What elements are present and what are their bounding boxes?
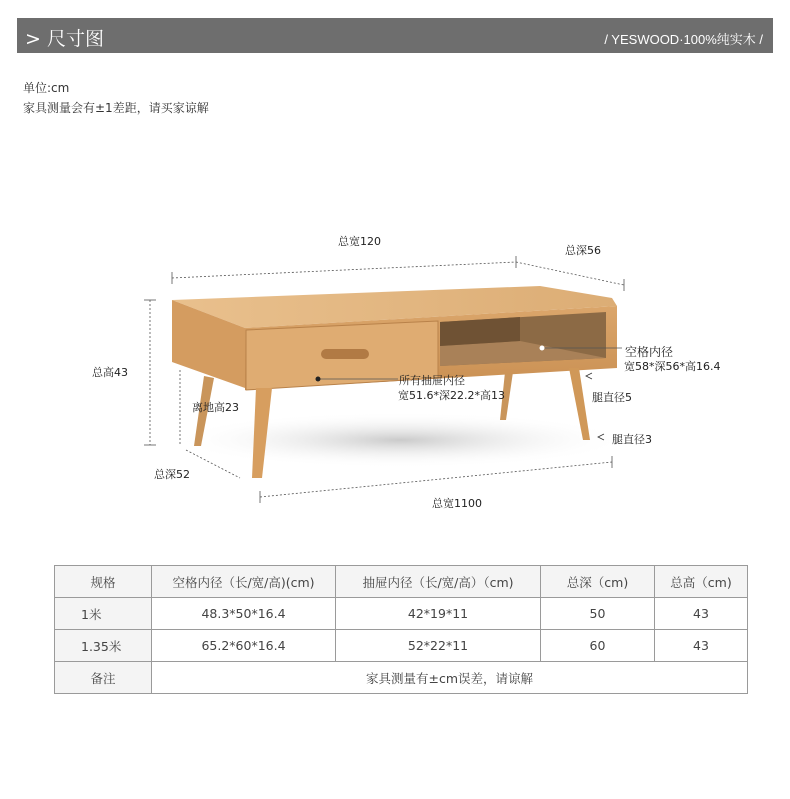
header-cell: 总深（cm) (541, 566, 655, 598)
table-cell: 50 (541, 598, 655, 630)
table-row (55, 598, 748, 630)
remark-label: 备注 (55, 662, 152, 694)
table-row (55, 630, 748, 662)
table-cell: 1米 (55, 598, 152, 630)
section-title: > 尺寸图 (25, 28, 104, 50)
table-cell: 60 (541, 630, 655, 662)
remark-text: 家具测量有±cm误差，请谅解 (152, 662, 748, 694)
header-cell: 总高（cm) (655, 566, 748, 598)
total-depth-top-label: 总深56 (565, 244, 601, 257)
brand-label: / YESWOOD·100%纯实木 / (604, 32, 763, 47)
table-cell: 43 (655, 598, 748, 630)
spec-table (54, 565, 748, 694)
header-cell: 空格内径（长/宽/高)(cm) (152, 566, 336, 598)
table-cell: 48.3*50*16.4 (152, 598, 336, 630)
total-width-top-label: 总宽120 (338, 235, 381, 248)
table-cell: 43 (655, 630, 748, 662)
floor-shadow (170, 412, 630, 468)
total-depth-bottom-label: 总深52 (154, 468, 190, 481)
drawer-size: 宽51.6*深22.2*高13 (398, 389, 505, 402)
table-header-row (55, 566, 748, 598)
ground-clearance-label: 离地高23 (192, 401, 239, 414)
table-cell: 42*19*11 (336, 598, 541, 630)
tolerance-note: 家具测量会有±1差距，请买家谅解 (23, 101, 209, 115)
drawer-handle (321, 349, 369, 359)
header-cell: 抽屉内径（长/宽/高）（cm) (336, 566, 541, 598)
header-cell: 规格 (55, 566, 152, 598)
drawer-label: 所有抽屉内径 (399, 374, 465, 387)
table-cell: 65.2*60*16.4 (152, 630, 336, 662)
leg-diameter-top: 腿直径5 (592, 391, 632, 404)
total-height-label: 总高43 (92, 366, 128, 379)
shelf-label: 空格内径 (625, 345, 674, 359)
table-row-remark (55, 662, 748, 694)
shelf-size: 宽58*深56*高16.4 (624, 360, 721, 373)
table-cell: 52*22*11 (336, 630, 541, 662)
leg-diameter-bottom: 腿直径3 (612, 433, 652, 446)
table-cell: 1.35米 (55, 630, 152, 662)
unit-note: 单位:cm (23, 81, 70, 95)
total-width-bottom-label: 总宽1100 (432, 497, 482, 510)
